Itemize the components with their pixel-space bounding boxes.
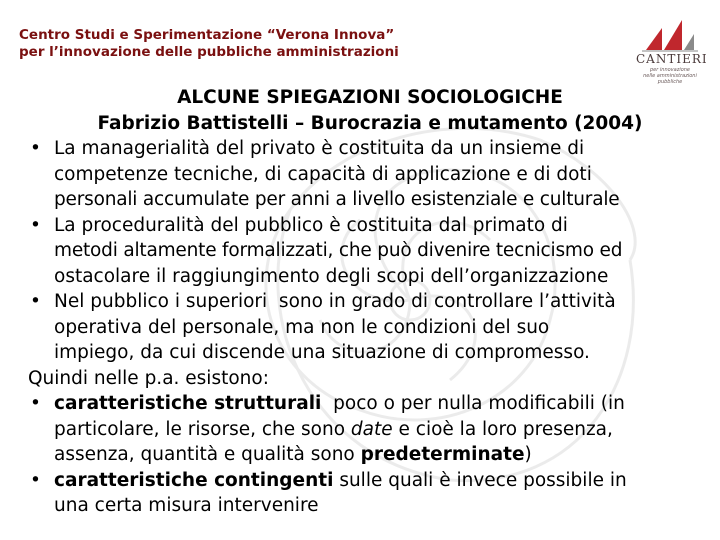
bullet-line: metodi altamente formalizzati, che può divenire tecnicismo ed <box>54 240 623 261</box>
text-run: poco o per nulla modificabili (in <box>321 393 625 414</box>
bullet-line: impiego, da cui discende una situazione di compromesso. <box>54 342 590 363</box>
bold-term: caratteristiche contingenti <box>54 469 334 491</box>
bullet-line: competenze tecniche, di capacità di applicazione e di doti <box>54 163 592 185</box>
bullet-line: una certa misura intervenire <box>54 495 319 516</box>
text-run: e cioè la loro presenza, <box>392 418 613 440</box>
bullet-item <box>28 213 712 290</box>
bullet-list-1 <box>28 136 712 366</box>
header-line-2: per l’innovazione delle pubbliche amministrazioni <box>19 44 399 60</box>
text-run: particolare, le risorse, che sono <box>54 418 351 440</box>
bold-term: caratteristiche strutturali <box>54 393 322 414</box>
bullet-item <box>28 136 712 213</box>
bullet-line: ostacolare il raggiungimento degli scopi dell’organizzazione <box>54 265 609 287</box>
paragraph: Quindi nelle p.a. esistono: <box>28 367 269 389</box>
bullet-line: • Nel pubblico i superiori sono in grado di controllare l’attività <box>54 291 616 312</box>
bullet-line: operativa del personale, ma non le condizioni del suo <box>54 316 550 338</box>
bullet-item <box>28 289 712 366</box>
text-run: assenza, quantità e qualità sono <box>54 444 361 465</box>
bold-term: predeterminate <box>360 444 525 465</box>
slide-subtitle: Fabrizio Battistelli – Burocrazia e mutamento (2004) <box>97 112 643 134</box>
header <box>19 27 399 61</box>
bullet-list-2 <box>28 391 712 519</box>
logo-roof-icon <box>636 14 704 52</box>
logo-subtitle-line-1: per innovazione <box>649 67 691 73</box>
bullet-item <box>28 391 712 468</box>
bullet-line: • La proceduralità del pubblico è costituita dal primato di <box>54 214 568 236</box>
logo-subtitle <box>636 67 704 85</box>
text-run: ) <box>524 444 532 465</box>
italic-term: date <box>350 418 393 440</box>
cantieri-logo <box>636 14 708 85</box>
logo-name: CANTIERI <box>636 52 708 66</box>
bullet-line: • La managerialità del privato è costituita da un insieme di <box>54 138 585 159</box>
slide-title: ALCUNE SPIEGAZIONI SOCIOLOGICHE <box>177 87 563 108</box>
bullet-line <box>54 391 712 417</box>
header-line-1: Centro Studi e Sperimentazione “Verona Innova” <box>19 27 395 43</box>
slide-content <box>28 85 712 519</box>
bullet-line <box>54 442 712 468</box>
bullet-line: personali accumulate per anni a livello esistenziale e culturale <box>54 189 620 210</box>
bullet-line <box>54 417 712 443</box>
bullet-item <box>28 468 712 519</box>
bullet-line <box>54 468 712 494</box>
text-run: sulle quali è invece possibile in <box>333 469 627 491</box>
logo-subtitle-line-2: nelle amministrazioni pubbliche <box>643 73 697 85</box>
